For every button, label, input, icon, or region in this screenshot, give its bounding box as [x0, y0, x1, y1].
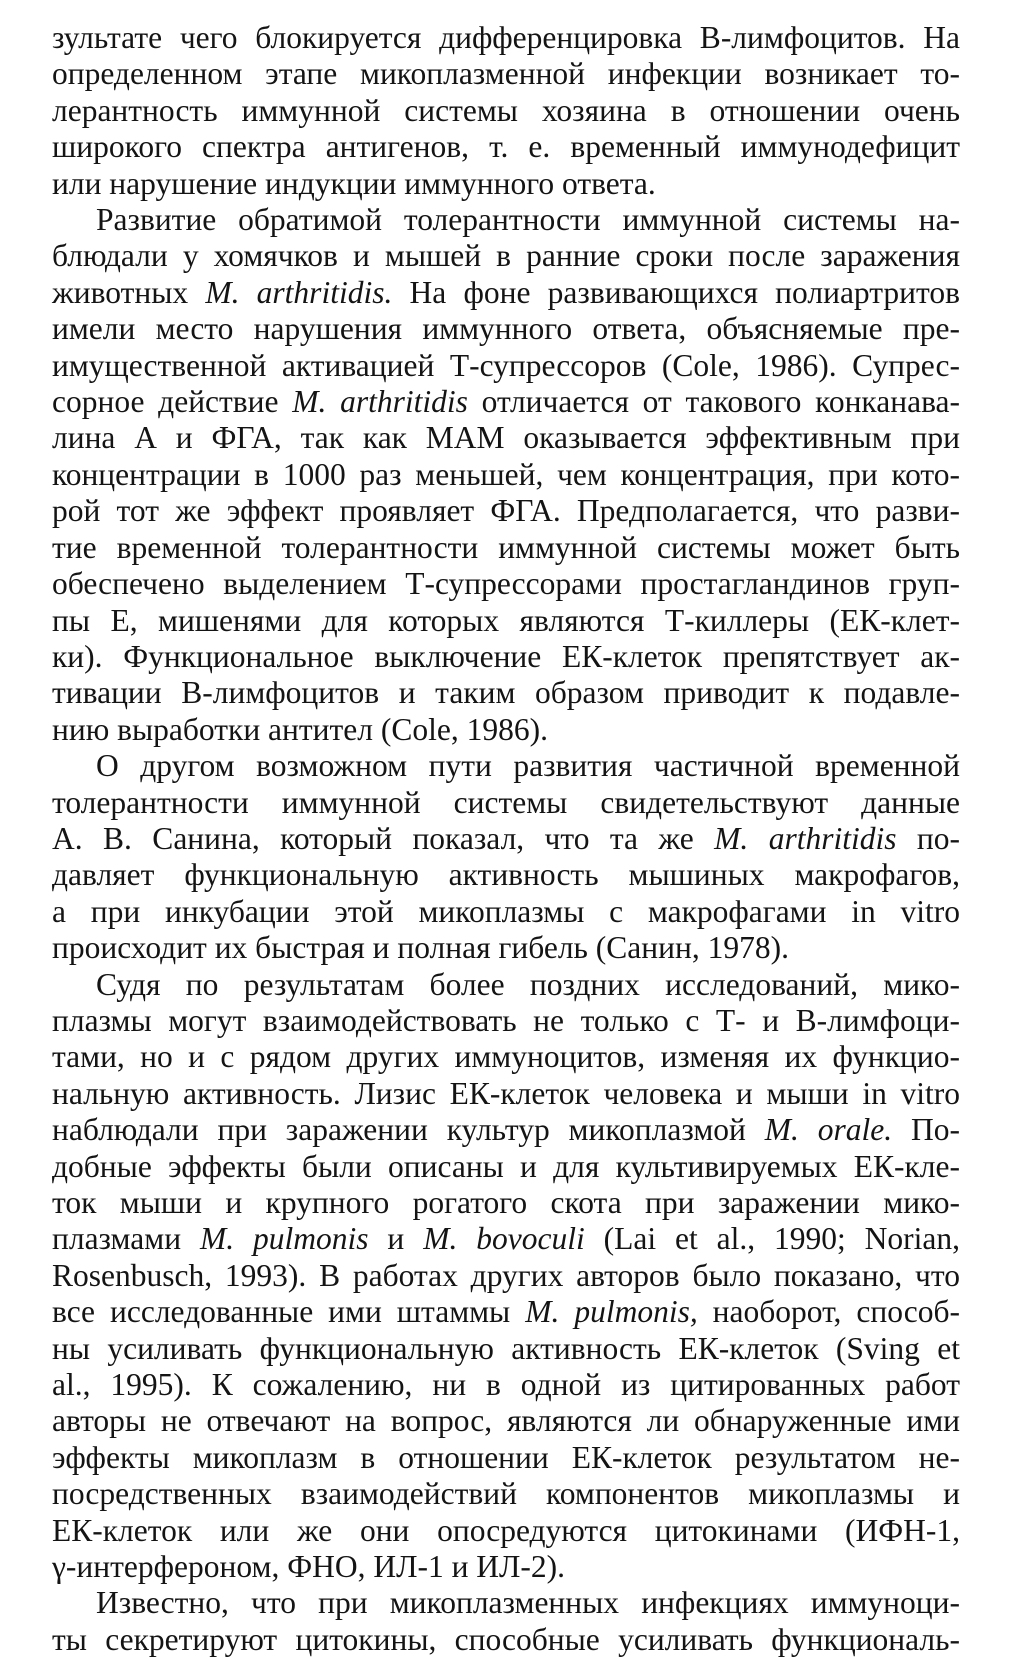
text-line: ток мыши и крупного рогатого скота при заражении мико- [52, 1185, 960, 1220]
species-name: M. arthritidis [292, 384, 468, 420]
species-name: M. pulmonis, [525, 1294, 698, 1330]
text-line: широкого спектра антигенов, т. е. временный иммунодефицит [52, 129, 960, 165]
text-line: al., 1995). К сожалению, ни в одной из цитированных работ [52, 1367, 960, 1403]
text-line: Судя по результатам более поздних исследований, мико- [96, 966, 960, 1002]
text-line: γ-интерфероном, ФНО, ИЛ-1 и ИЛ-2). [52, 1549, 566, 1585]
text-line: ки). Функциональное выключение ЕК-клеток препятствует ак- [52, 638, 960, 674]
species-name: M. bovoculi [423, 1221, 585, 1257]
text-line: Известно, что при микоплазменных инфекциях иммуноци- [96, 1585, 960, 1621]
paragraph [52, 748, 960, 966]
text-run: На фоне развивающихся полиартритов [392, 274, 960, 310]
text-line: концентрации в 1000 раз меньшей, чем концентрация, при кото- [52, 456, 960, 492]
text-line: рой тот же эффект проявляет ФГА. Предполагается, что разви- [52, 493, 960, 529]
text-line: обеспечено выделением Т-супрессорами простагландинов груп- [52, 566, 960, 602]
text-run: животных [52, 274, 206, 310]
text-run: По- [892, 1112, 960, 1148]
text-line: имели место нарушения иммунного ответа, объясняемые пре- [52, 311, 960, 347]
text-line: а при инкубации этой микоплазмы с макрофагами in vitro [52, 893, 960, 929]
text-run: наблюдали при заражении культур микоплазмой [52, 1112, 765, 1148]
text-line [52, 1221, 960, 1257]
text-line: нию выработки антител (Cole, 1986). [52, 711, 548, 747]
text-line [52, 1294, 960, 1330]
text-line: О другом возможном пути развития частичной временной [96, 748, 960, 784]
text-line: нальную активность. Лизис ЕК-клеток человека и мыши in vitro [52, 1075, 960, 1111]
paragraph [52, 967, 960, 1586]
text-run: (Lai et al., 1990; Norian, [584, 1221, 961, 1257]
text-line: зультате чего блокируется дифференцировка В-лимфоцитов. На [52, 20, 960, 55]
text-line: блюдали у хомячков и мышей в ранние сроки после заражения [52, 238, 960, 274]
text-run: все исследованные ими штаммы [52, 1294, 526, 1330]
text-line: тами, но и с рядом других иммуноцитов, изменяя их функцио- [52, 1039, 960, 1075]
text-run: наоборот, способ- [697, 1294, 961, 1330]
species-name: M. arthritidis [714, 820, 897, 856]
text-line: авторы не отвечают на вопрос, являются ли обнаруженные ими [52, 1403, 960, 1439]
text-line: ты секретируют цитокины, способные усиливать функциональ- [52, 1621, 960, 1657]
text-run: плазмами [52, 1221, 200, 1257]
text-line: происходит их быстрая и полная гибель (Санин, 1978). [52, 930, 789, 966]
species-name: M. pulmonis [199, 1221, 369, 1257]
paragraph [52, 1585, 960, 1658]
text-line: или нарушение индукции иммунного ответа. [52, 165, 656, 201]
text-line: ны усиливать функциональную активность ЕК-клеток (Sving et [52, 1330, 960, 1366]
text-line: плазмы могут взаимодействовать не только с Т- и В-лимфоци- [52, 1002, 960, 1038]
text-line: давляет функциональную активность мышиных макрофагов, [52, 857, 960, 893]
text-run: сорное действие [52, 384, 293, 420]
text-line: определенном этапе микоплазменной инфекции возникает то- [52, 56, 960, 92]
text-line [52, 1112, 960, 1148]
text-line: посредственных взаимодействий компонентов микоплазмы и [52, 1476, 960, 1512]
text-line: пы Е, мишенями для которых являются Т-киллеры (ЕК-клет- [52, 602, 960, 638]
text-line: тие временной толерантности иммунной системы может быть [52, 529, 960, 565]
text-line: ЕК-клеток или же они опосредуются цитокинами (ИФН-1, [52, 1512, 960, 1548]
text-line: лерантность иммунной системы хозяина в отношении очень [52, 92, 960, 128]
text-run: отличается от такового конканава- [467, 384, 961, 420]
text-line [52, 821, 960, 857]
text-line: тивации В-лимфоцитов и таким образом приводит к подавле- [52, 675, 960, 711]
text-line: эффекты микоплазм в отношении ЕК-клеток результатом не- [52, 1439, 960, 1475]
text-line [52, 384, 960, 420]
paragraph [52, 202, 960, 748]
text-run: по- [896, 820, 960, 856]
text-line: толерантности иммунной системы свидетельствуют данные [52, 784, 960, 820]
text-line: лина А и ФГА, так как МАМ оказывается эффективным при [52, 420, 960, 456]
text-line: Развитие обратимой толерантности иммунной системы на- [96, 202, 960, 238]
paragraph [52, 20, 960, 202]
text-run: и [368, 1221, 424, 1257]
text-line: Rosenbusch, 1993). В работах других авторов было показано, что [52, 1257, 960, 1293]
species-name: M. arthritidis. [205, 274, 393, 310]
text-line: добные эффекты были описаны и для культивируемых ЕК-кле- [52, 1148, 960, 1184]
text-line [52, 275, 960, 311]
species-name: M. orale. [764, 1112, 893, 1148]
text-run: А. В. Санина, который показал, что та же [52, 820, 715, 856]
text-line: имущественной активацией Т-супрессоров (Cole, 1986). Супрес- [52, 347, 960, 383]
